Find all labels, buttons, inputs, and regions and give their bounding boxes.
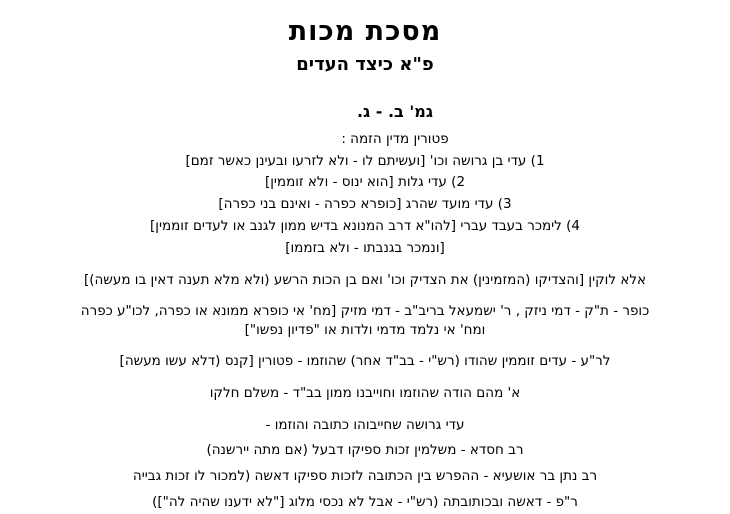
text-line: אלא לוקין [והצדיקו (המזמינין) את הצדיק וכו' ואם בן הכות הרשע (ולא מלא תענה דאין בו מעשה)]	[83, 271, 647, 288]
section-heading: גמ' ב. - ג.	[356, 101, 434, 121]
text-line: 4) לימכר בעבד עברי [להו"א דרב המנונא בדיש ממון לגנב או לעדים זוממין]	[150, 218, 580, 235]
text-line: א' מהם הודה שהוזמו וחוייבנו ממון בב"ד - משלם חלקו	[209, 384, 521, 401]
text-line: 1) עדי בן גרושה וכו' [ועשיתם לו - ולא לזרעו ובעינן כאשר זמם]	[185, 152, 545, 169]
text-line: עדי גרושה שחייבוהו כתובה והוזמו -	[265, 416, 465, 433]
text-line: כופר - ת"ק - דמי ניזק , ר' ישמעאל בריב"ב - דמי מזיק [מח' אי כופרא ממונא או כפרה, לכו"ע כפרה	[80, 302, 650, 319]
page-subtitle: פ"א כיצד העדים	[296, 54, 434, 76]
text-line: [ונמכר בגנבתו - ולא בזממו]	[285, 240, 445, 257]
page-title: מסכת מכות	[288, 16, 442, 47]
text-line: ר"פ - דאשה ובכותובתה (רש"י - אבל לא נכסי מלוג ["לא ידענו שהיה לה"])	[152, 494, 578, 511]
text-line: לר"ע - עדים זוממין שהודו (רש"י - בב"ד אחר) שהוזמו - פטורין [קנס (דלא עשו מעשה]	[119, 352, 611, 369]
text-line: רב חסדא - משלמין זכות ספיקו דבעל (אם מתה יירשנה)	[206, 442, 524, 459]
text-line: ומח' אי נלמד מדמי ולדות או "פדיון נפשו"]	[244, 322, 486, 339]
text-line: 2) עדי גלות [הוא ינוס - ולא זוממין]	[264, 174, 466, 191]
text-line: 3) עדי מועד שהרג [כופרא כפרה - ואינם בני כפרה]	[218, 196, 512, 213]
text-line: פטורין מדין הזמה :	[341, 130, 449, 147]
document-body	[14, 129, 716, 514]
text-line: רב נתן בר אושעיא - ההפרש בין הכתובה לזכות ספיקו דאשה (למכור לו זכות גבייה	[132, 468, 598, 485]
